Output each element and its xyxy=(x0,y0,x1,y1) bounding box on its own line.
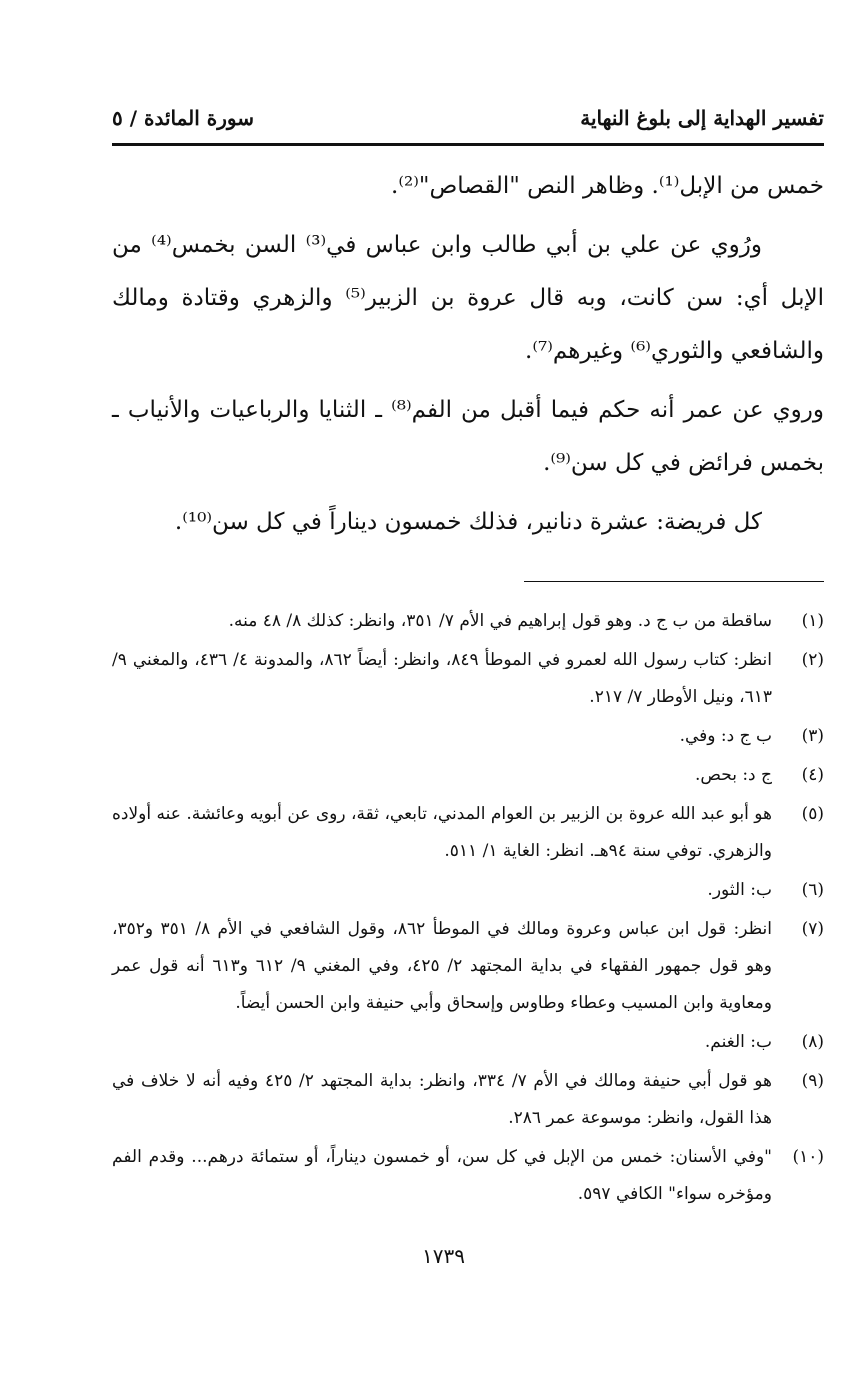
footnote-number: (٧) xyxy=(801,919,824,939)
paragraph: ورُوي عن علي بن أبي طالب وابن عباس في⁽³⁾ السن بخمس⁽⁴⁾ من الإبل أي: سن كانت، وبه قال عروة بن الزبير⁽⁵⁾ والزهري وقتادة ومالك والشافعي والثوري⁽⁶⁾ وغيرهم⁽⁷⁾. xyxy=(112,232,824,364)
footnote xyxy=(112,1063,824,1137)
footnote-separator xyxy=(524,581,824,582)
footnote-number: (٣) xyxy=(801,726,824,746)
footnote xyxy=(112,603,824,640)
footnote-text: هو قول أبي حنيفة ومالك في الأم ٧/ ٣٣٤، وانظر: بداية المجتهد ٢/ ٤٢٥ وفيه أنه لا خلاف في هذا القول، وانظر: موسوعة عمر ٢٨٦. xyxy=(112,1071,773,1128)
header-rule xyxy=(112,143,824,146)
footnote-text: ب ج د: وفي. xyxy=(679,726,772,746)
page-number: ١٧٣٩ xyxy=(422,1244,465,1268)
footnote-number: (٩) xyxy=(801,1071,824,1091)
paragraph: كل فريضة: عشرة دنانير، فذلك خمسون ديناراً في كل سن⁽¹⁰⁾. xyxy=(174,509,762,535)
footnote-text: ج د: بحص. xyxy=(694,765,772,785)
footnote-number: (١٠) xyxy=(792,1147,824,1167)
footnote xyxy=(112,1139,824,1213)
footnote xyxy=(112,911,824,1022)
paragraph: وروي عن عمر أنه حكم فيما أقبل من الفم⁽⁸⁾ ـ الثنايا والرباعيات والأنياب ـ بخمس فرائض في كل سن⁽⁹⁾. xyxy=(112,397,825,476)
paragraph: خمس من الإبل⁽¹⁾. وظاهر النص "القصاص"⁽²⁾. xyxy=(391,173,824,199)
footnote-number: (٢) xyxy=(801,650,824,670)
footnote-text: ساقطة من ب ج د. وهو قول إبراهيم في الأم ٧/ ٣٥١، وانظر: كذلك ٨/ ٤٨ منه. xyxy=(228,611,772,631)
footnote-number: (٦) xyxy=(801,880,824,900)
footnote xyxy=(112,1024,824,1061)
book-title: تفسير الهداية إلى بلوغ النهاية xyxy=(580,106,824,130)
surah-label: سورة المائدة / ٥ xyxy=(112,106,255,130)
footnote-text: انظر: قول ابن عباس وعروة ومالك في الموطأ ٨٦٢، وقول الشافعي في الأم ٨/ ٣٥١ و٣٥٢، وهو قول جمهور الفقهاء في بداية المجتهد ٢/ ٤٢٥، وفي المغني ٩/ ٦١٢ و٦١٣ أنه قول عمر ومعاوية وابن المسيب وعطاء وطاوس وإسحاق وأبي حنيفة وابن الحسن أيضاً. xyxy=(112,919,772,1013)
footnotes xyxy=(112,603,824,1215)
footnote-number: (٨) xyxy=(801,1032,824,1052)
footnote xyxy=(112,872,824,909)
footnote xyxy=(112,757,824,794)
footnote-text: هو أبو عبد الله عروة بن الزبير بن العوام المدني، تابعي، ثقة، روى عن أبويه وعائشة. عنه أولاده والزهري. توفي سنة ٩٤هـ. انظر: الغاية ١/ ٥١١. xyxy=(112,804,772,861)
main-text xyxy=(112,160,824,555)
running-header xyxy=(112,96,824,140)
footnote-number: (٥) xyxy=(801,804,824,824)
footnote xyxy=(112,718,824,755)
footnote-text: ب: الثور. xyxy=(707,880,772,900)
footnote-text: انظر: كتاب رسول الله لعمرو في الموطأ ٨٤٩، وانظر: أيضاً ٨٦٢، والمدونة ٤/ ٤٣٦، والمغني ٩/ ٦١٣، ونيل الأوطار ٧/ ٢١٧. xyxy=(112,650,772,707)
footnote-text: "وفي الأسنان: خمس من الإبل في كل سن، أو خمسون ديناراً، أو ستمائة درهم... وقدم الفم ومؤخره سواء" الكافي ٥٩٧. xyxy=(112,1147,772,1204)
footnote-number: (١) xyxy=(801,611,824,631)
footnote-text: ب: الغنم. xyxy=(704,1032,772,1052)
footnote-number: (٤) xyxy=(801,765,824,785)
footnote xyxy=(112,642,824,716)
footnote xyxy=(112,796,824,870)
